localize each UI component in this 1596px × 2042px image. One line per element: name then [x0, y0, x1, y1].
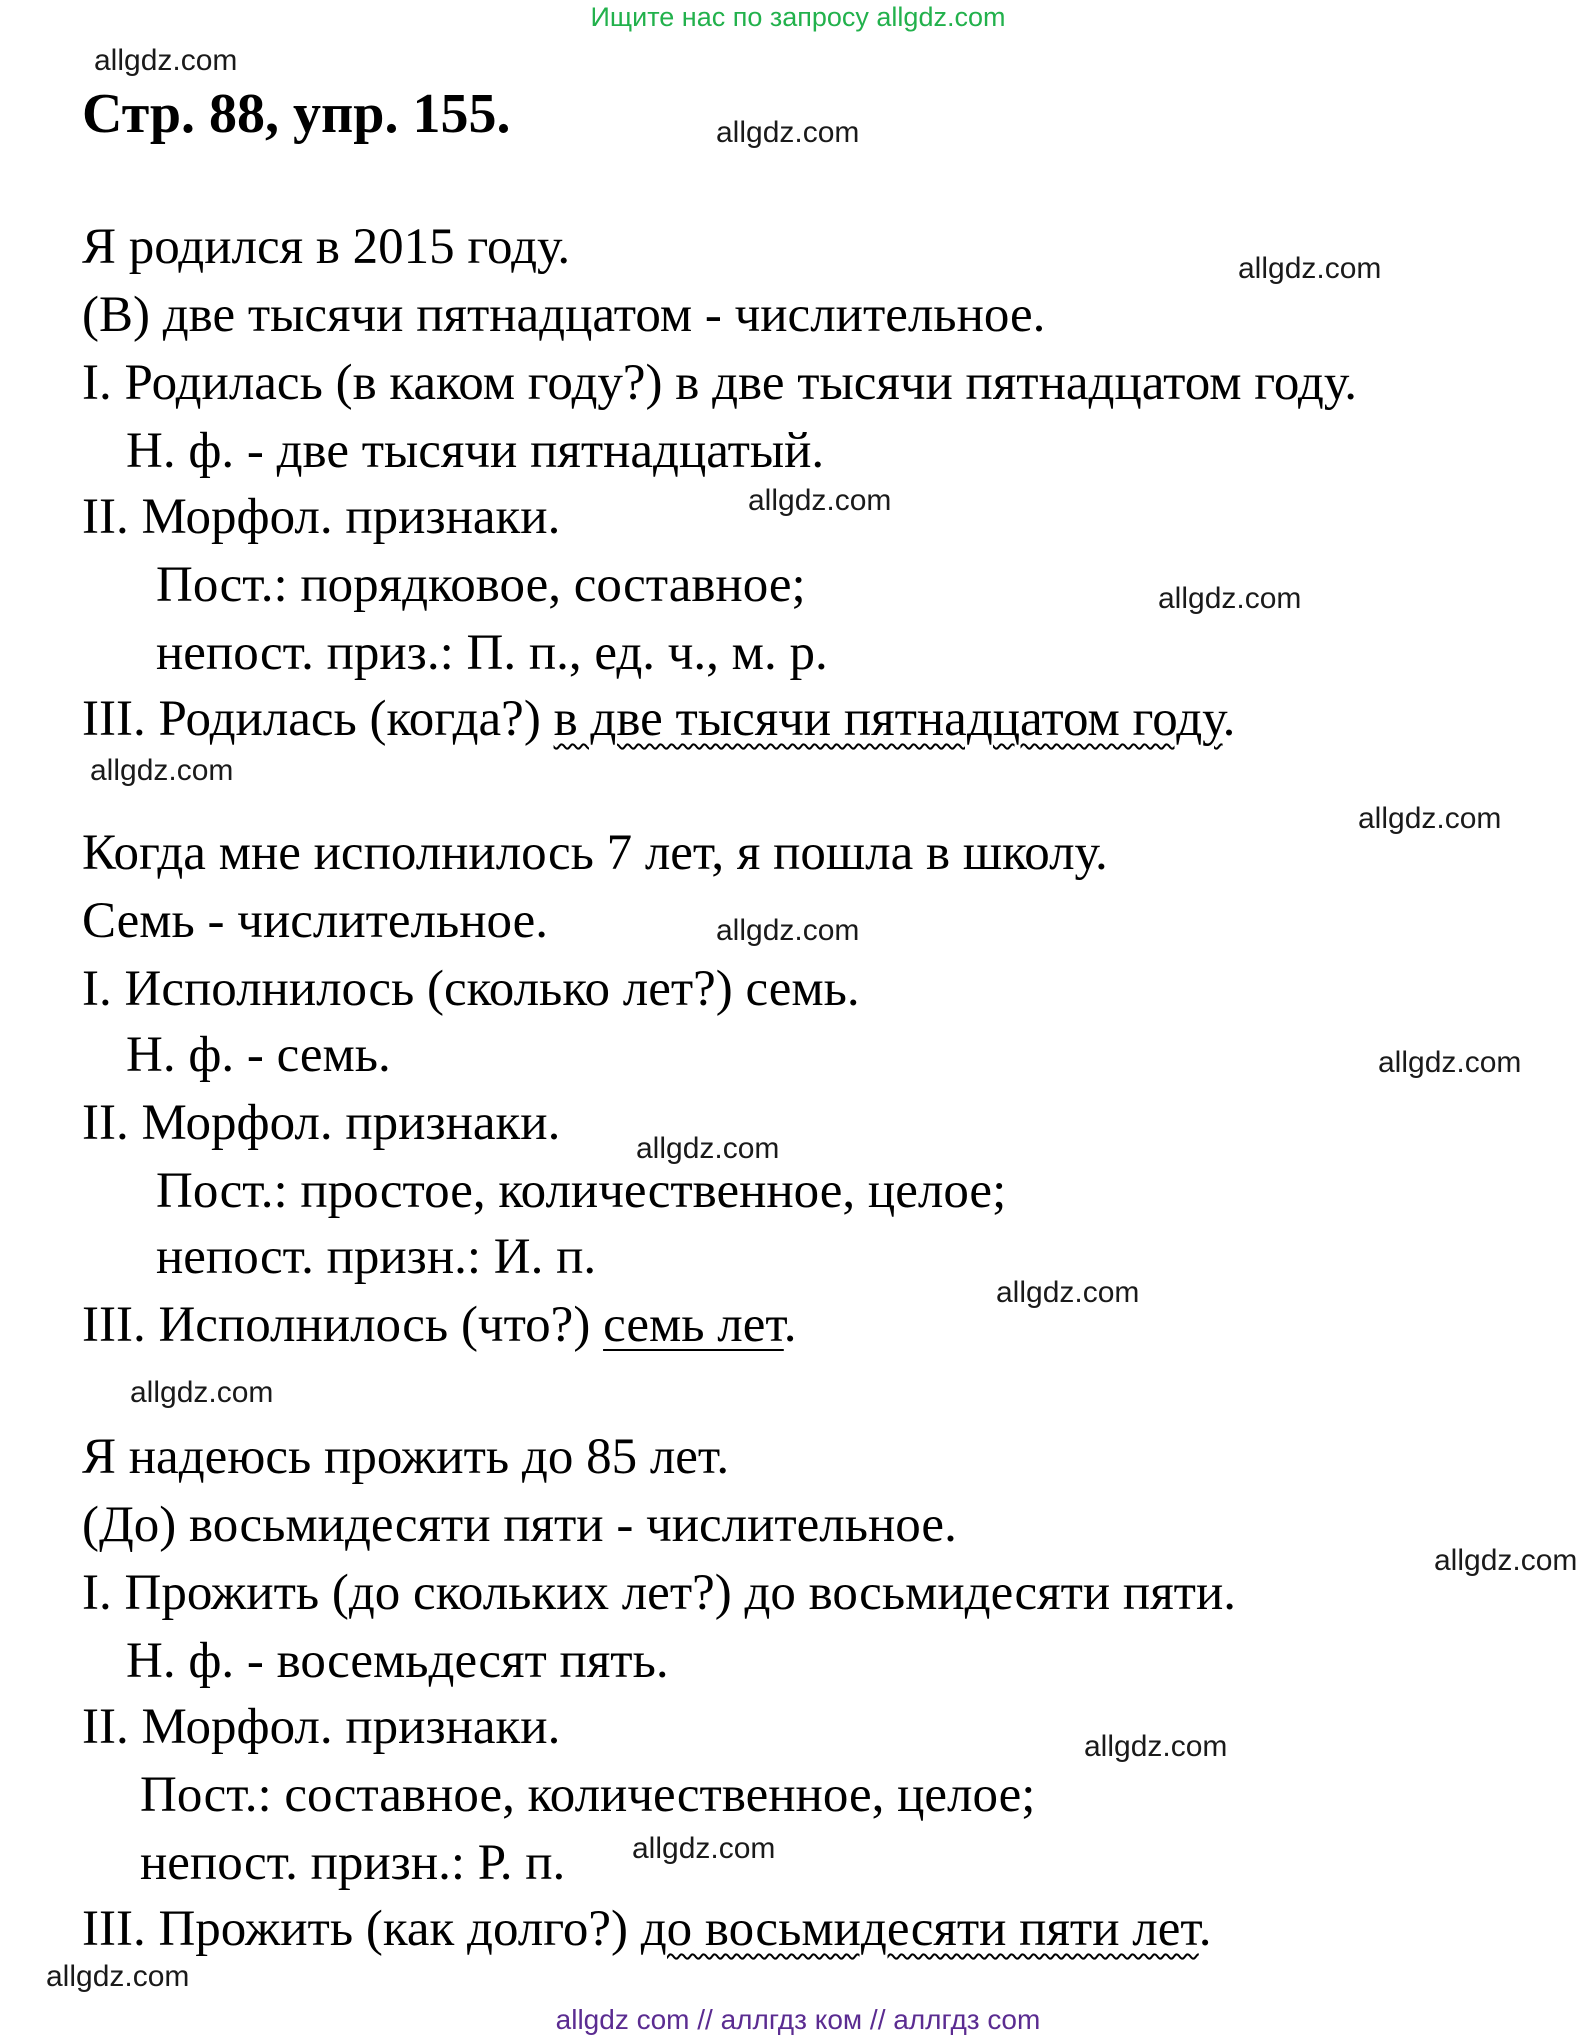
- block1-word: (В) две тысячи пятнадцатом - числительное.: [82, 287, 1046, 343]
- watermark: allgdz.com: [1158, 582, 1302, 615]
- watermark: allgdz.com: [1238, 252, 1382, 285]
- block3-initial-form: Н. ф. - восемьдесят пять.: [126, 1633, 669, 1689]
- block2-point-1: I. Исполнилось (сколько лет?) семь.: [82, 961, 860, 1017]
- block3-point-1: I. Прожить (до скольких лет?) до восьмидесяти пяти.: [82, 1565, 1236, 1621]
- block3-adverbial-underlined: до восьмидесяти пяти лет: [640, 1901, 1199, 1957]
- bottom-banner: allgdz com // аллгдз ком // аллгдз com: [555, 2004, 1041, 2035]
- watermark: allgdz.com: [1434, 1544, 1578, 1577]
- block2-point-3-prefix: III. Исполнилось (что?): [82, 1297, 604, 1353]
- block1-variable-features: непост. приз.: П. п., ед. ч., м. р.: [156, 625, 828, 681]
- block2-point-2: II. Морфол. признаки.: [82, 1095, 561, 1151]
- block1-point-3-suffix: .: [1222, 691, 1236, 747]
- block3-point-3-suffix: .: [1198, 1901, 1212, 1957]
- watermark: allgdz.com: [996, 1276, 1140, 1309]
- block3-point-2: II. Морфол. признаки.: [82, 1699, 561, 1755]
- block3-point-3: [82, 1901, 1212, 1957]
- watermark: allgdz.com: [1378, 1046, 1522, 1079]
- block1-initial-form: Н. ф. - две тысячи пятнадцатый.: [126, 423, 825, 479]
- block3-variable-features: непост. призн.: Р. п.: [140, 1835, 566, 1891]
- block3-point-3-prefix: III. Прожить (как долго?): [82, 1901, 641, 1957]
- block2-point-3: [82, 1297, 797, 1353]
- watermark: allgdz.com: [636, 1132, 780, 1165]
- watermark: allgdz.com: [716, 116, 860, 149]
- block1-point-3: [82, 691, 1236, 747]
- block3-sentence: Я надеюсь прожить до 85 лет.: [82, 1429, 730, 1485]
- block3-word: (До) восьмидесяти пяти - числительное.: [82, 1497, 957, 1553]
- watermark: allgdz.com: [1358, 802, 1502, 835]
- block2-variable-features: непост. призн.: И. п.: [156, 1229, 597, 1285]
- block2-initial-form: Н. ф. - семь.: [126, 1027, 391, 1083]
- block1-point-3-prefix: III. Родилась (когда?): [82, 691, 554, 747]
- block2-point-3-suffix: .: [783, 1297, 797, 1353]
- block2-subject-underlined: семь лет: [603, 1297, 784, 1353]
- top-banner: Ищите нас по запросу allgdz.com: [590, 2, 1006, 32]
- watermark: allgdz.com: [90, 754, 234, 787]
- block1-point-1: I. Родилась (в каком году?) в две тысячи пятнадцатом году.: [82, 355, 1358, 411]
- watermark: allgdz.com: [1084, 1730, 1228, 1763]
- block1-adverbial-underlined: в две тысячи пятнадцатом году: [553, 691, 1223, 747]
- block3-constant-features: Пост.: составное, количественное, целое;: [140, 1767, 1036, 1823]
- watermark: allgdz.com: [94, 44, 238, 77]
- block1-sentence: Я родился в 2015 году.: [82, 219, 571, 275]
- page-title: Стр. 88, упр. 155.: [82, 83, 511, 145]
- block1-constant-features: Пост.: порядковое, составное;: [156, 557, 806, 613]
- block2-word: Семь - числительное.: [82, 893, 549, 949]
- watermark: allgdz.com: [716, 914, 860, 947]
- block2-constant-features: Пост.: простое, количественное, целое;: [156, 1163, 1007, 1219]
- block1-point-2: II. Морфол. признаки.: [82, 489, 561, 545]
- watermark: allgdz.com: [632, 1832, 776, 1865]
- watermark: allgdz.com: [46, 1960, 190, 1993]
- watermark: allgdz.com: [130, 1376, 274, 1409]
- block2-sentence: Когда мне исполнилось 7 лет, я пошла в школу.: [82, 825, 1108, 881]
- watermark: allgdz.com: [748, 484, 892, 517]
